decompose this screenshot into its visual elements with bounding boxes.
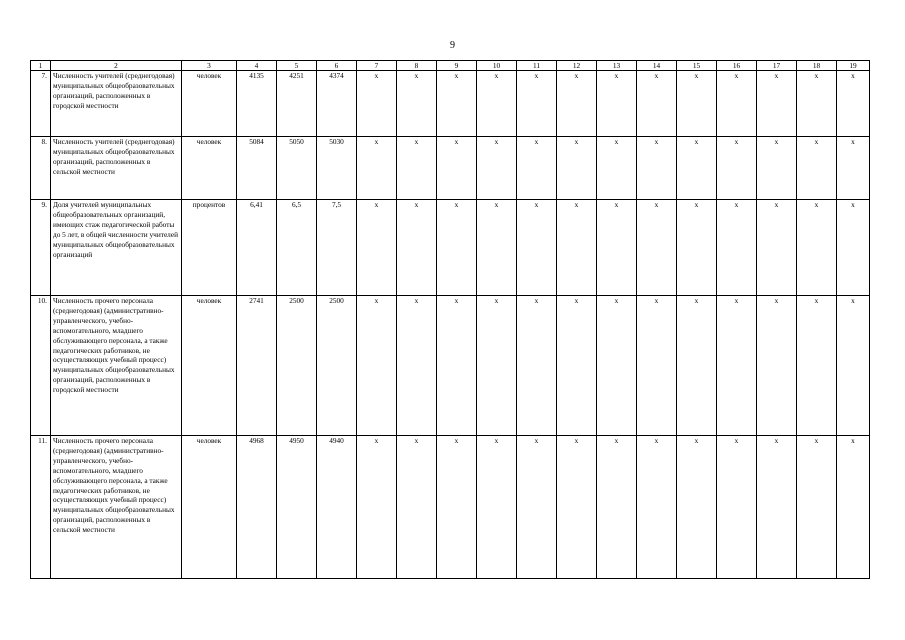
value-cell: x: [517, 296, 557, 436]
value-cell: x: [437, 71, 477, 137]
indicator-name: Доля учителей муниципальных общеобразовательных организаций, имеющих стаж педагогической работы до 5 лет, в общей численности учителей муниципальных общеобразовательных организаций: [51, 200, 182, 296]
value-cell: x: [477, 296, 517, 436]
value-cell: x: [837, 436, 870, 579]
header-row: [31, 61, 870, 71]
column-header: 4: [237, 61, 277, 71]
value-cell: x: [757, 71, 797, 137]
column-header: 5: [277, 61, 317, 71]
value-cell: 4374: [317, 71, 357, 137]
value-cell: x: [757, 137, 797, 200]
value-cell: x: [597, 296, 637, 436]
value-cell: x: [517, 137, 557, 200]
value-cell: 5084: [237, 137, 277, 200]
value-cell: x: [437, 137, 477, 200]
value-cell: x: [757, 436, 797, 579]
value-cell: x: [797, 200, 837, 296]
value-cell: 5030: [317, 137, 357, 200]
column-header: 13: [597, 61, 637, 71]
value-cell: 6,5: [277, 200, 317, 296]
unit-cell: процентов: [182, 200, 237, 296]
value-cell: x: [677, 200, 717, 296]
value-cell: x: [677, 137, 717, 200]
value-cell: x: [637, 200, 677, 296]
value-cell: x: [517, 71, 557, 137]
unit-cell: человек: [182, 296, 237, 436]
row-number: 11.: [31, 436, 51, 579]
value-cell: 4135: [237, 71, 277, 137]
row-number: 9.: [31, 200, 51, 296]
value-cell: x: [677, 436, 717, 579]
table-row: [31, 200, 870, 296]
value-cell: x: [357, 71, 397, 137]
column-header: 10: [477, 61, 517, 71]
value-cell: 6,41: [237, 200, 277, 296]
value-cell: x: [837, 296, 870, 436]
column-header: 12: [557, 61, 597, 71]
value-cell: x: [717, 137, 757, 200]
value-cell: x: [437, 436, 477, 579]
value-cell: x: [717, 71, 757, 137]
value-cell: x: [397, 200, 437, 296]
row-number: 10.: [31, 296, 51, 436]
value-cell: x: [637, 137, 677, 200]
value-cell: x: [837, 137, 870, 200]
value-cell: x: [397, 436, 437, 579]
column-header: 1: [31, 61, 51, 71]
value-cell: x: [477, 71, 517, 137]
value-cell: 4950: [277, 436, 317, 579]
value-cell: x: [837, 71, 870, 137]
value-cell: x: [437, 200, 477, 296]
column-header: 19: [837, 61, 870, 71]
value-cell: x: [637, 71, 677, 137]
column-header: 2: [51, 61, 182, 71]
value-cell: 2500: [277, 296, 317, 436]
value-cell: x: [557, 296, 597, 436]
column-header: 18: [797, 61, 837, 71]
value-cell: x: [677, 71, 717, 137]
row-number: 7.: [31, 71, 51, 137]
value-cell: x: [397, 296, 437, 436]
table-row: [31, 71, 870, 137]
value-cell: 4968: [237, 436, 277, 579]
value-cell: x: [717, 436, 757, 579]
value-cell: x: [597, 200, 637, 296]
indicator-name: Численность учителей (среднегодовая) муниципальных общеобразовательных организаций, расположенных в сельской местности: [51, 137, 182, 200]
value-cell: x: [557, 71, 597, 137]
unit-cell: человек: [182, 436, 237, 579]
value-cell: x: [637, 436, 677, 579]
value-cell: x: [597, 71, 637, 137]
data-table: [30, 60, 870, 579]
value-cell: x: [557, 137, 597, 200]
value-cell: x: [757, 200, 797, 296]
row-number: 8.: [31, 137, 51, 200]
value-cell: x: [757, 296, 797, 436]
value-cell: x: [357, 200, 397, 296]
value-cell: x: [797, 436, 837, 579]
column-header: 15: [677, 61, 717, 71]
value-cell: x: [717, 200, 757, 296]
column-header: 8: [397, 61, 437, 71]
value-cell: x: [517, 436, 557, 579]
value-cell: x: [477, 200, 517, 296]
column-header: 9: [437, 61, 477, 71]
value-cell: 2741: [237, 296, 277, 436]
indicator-name: Численность прочего персонала (среднегодовая) (административно-управленческого, учебно-вспомогательного, младшего обслуживающего персонала, а также педагогических работников, не осуществляющих учебный процесс) муниципальных общеобразовательных организаций, расположенных в сельской местности: [51, 436, 182, 579]
value-cell: x: [797, 296, 837, 436]
value-cell: x: [557, 200, 597, 296]
value-cell: 4940: [317, 436, 357, 579]
column-header: 6: [317, 61, 357, 71]
column-header: 17: [757, 61, 797, 71]
value-cell: x: [397, 137, 437, 200]
value-cell: x: [557, 436, 597, 579]
table-body: [31, 61, 870, 579]
value-cell: 4251: [277, 71, 317, 137]
value-cell: 5050: [277, 137, 317, 200]
table-row: [31, 436, 870, 579]
value-cell: x: [597, 436, 637, 579]
column-header: 3: [182, 61, 237, 71]
value-cell: x: [437, 296, 477, 436]
value-cell: x: [797, 71, 837, 137]
value-cell: x: [357, 436, 397, 579]
unit-cell: человек: [182, 137, 237, 200]
column-header: 7: [357, 61, 397, 71]
indicator-name: Численность прочего персонала (среднегодовая) (административно-управленческого, учебно-вспомогательного, младшего обслуживающего персонала, а также педагогических работников, не осуществляющих учебный процесс) муниципальных общеобразовательных организаций, расположенных в городской местности: [51, 296, 182, 436]
value-cell: x: [717, 296, 757, 436]
value-cell: x: [357, 296, 397, 436]
indicator-name: Численность учителей (среднегодовая) муниципальных общеобразовательных организаций, расположенных в городской местности: [51, 71, 182, 137]
value-cell: x: [477, 436, 517, 579]
value-cell: x: [597, 137, 637, 200]
value-cell: x: [517, 200, 557, 296]
table-row: [31, 296, 870, 436]
value-cell: 7,5: [317, 200, 357, 296]
table-row: [31, 137, 870, 200]
column-header: 11: [517, 61, 557, 71]
value-cell: x: [397, 71, 437, 137]
value-cell: x: [837, 200, 870, 296]
value-cell: 2500: [317, 296, 357, 436]
column-header: 16: [717, 61, 757, 71]
column-header: 14: [637, 61, 677, 71]
unit-cell: человек: [182, 71, 237, 137]
value-cell: x: [797, 137, 837, 200]
page-number: 9: [450, 40, 455, 51]
value-cell: x: [637, 296, 677, 436]
value-cell: x: [477, 137, 517, 200]
value-cell: x: [357, 137, 397, 200]
value-cell: x: [677, 296, 717, 436]
